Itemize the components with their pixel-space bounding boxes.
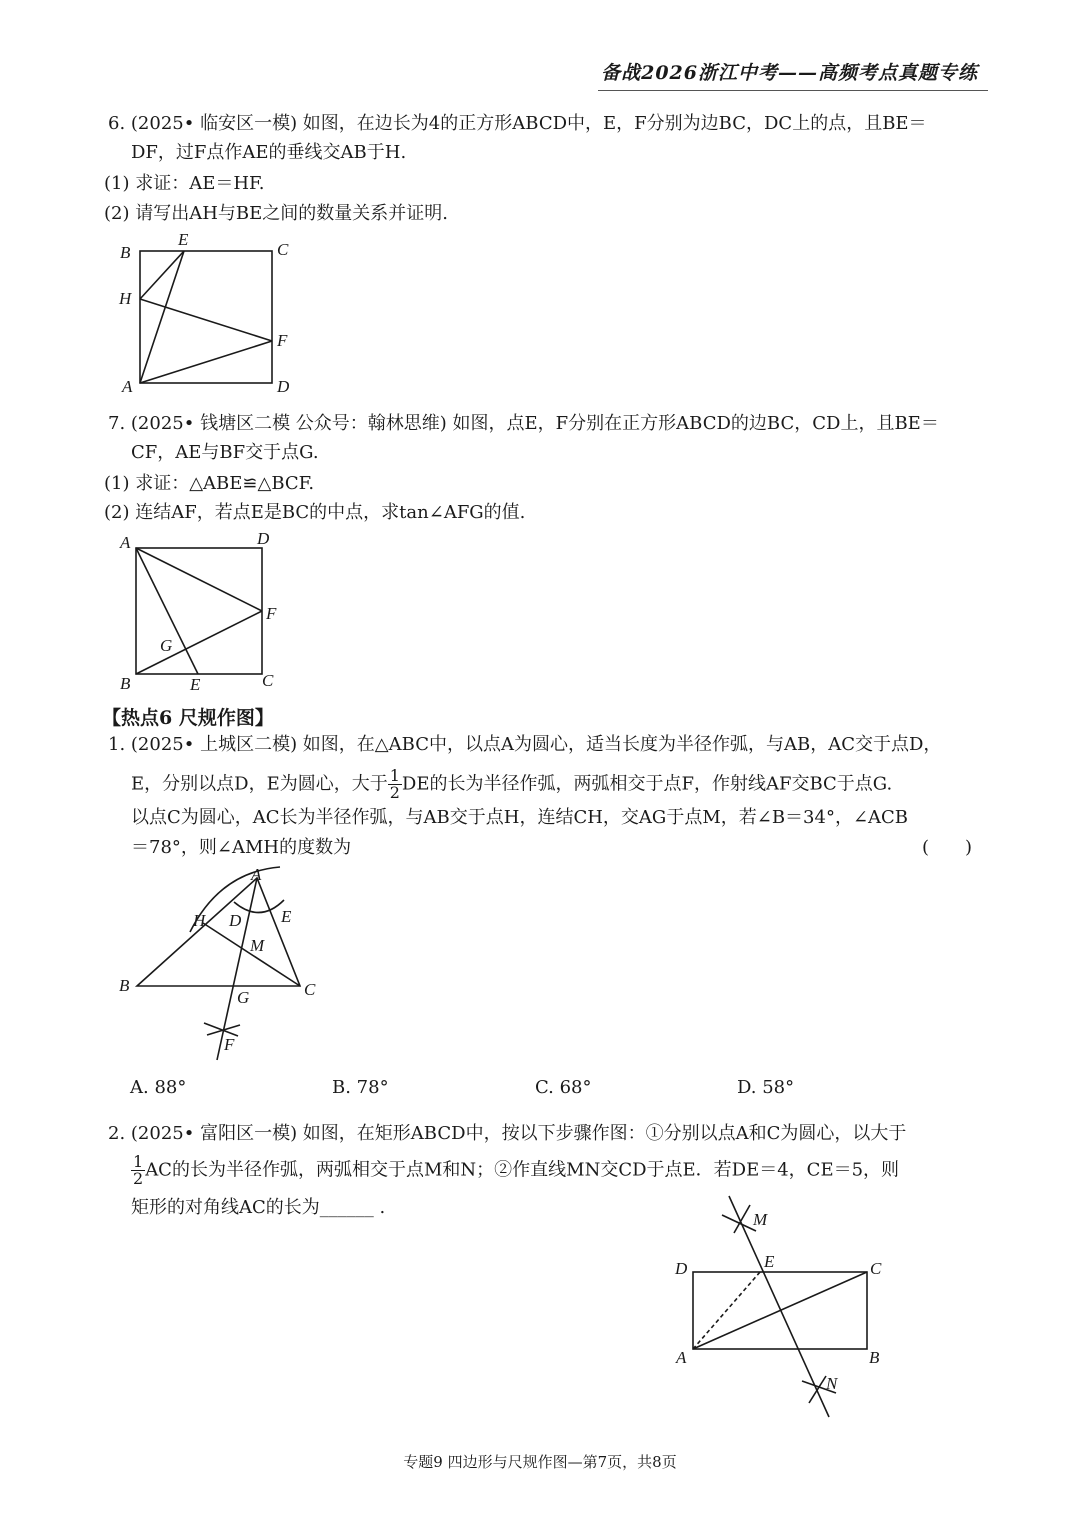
- s1-fraction: [388, 768, 402, 801]
- q7-text-line2: CF，AE与BF交于点G.: [131, 442, 319, 463]
- q6-label-h: H: [119, 289, 132, 308]
- s1-label-b: B: [119, 976, 130, 995]
- q7-part2: (2) 连结AF，若点E是BC的中点，求tan∠AFG的值.: [104, 502, 526, 523]
- q7-label-e: E: [190, 675, 201, 694]
- s1-label-c: C: [304, 980, 316, 999]
- s1-label-d: D: [229, 911, 242, 930]
- q7-label-b: B: [120, 674, 131, 693]
- s2-label-b: B: [869, 1348, 880, 1367]
- s1-text-line2-start: E，分别以点D，E为圆心，大于: [131, 773, 388, 795]
- s1-fraction-numerator: 1: [389, 766, 400, 785]
- q6-figure: [100, 226, 310, 398]
- q6-segment-ae: [140, 251, 184, 383]
- s2-label-m: M: [753, 1210, 768, 1229]
- q6-part1: (1) 求证：AE＝HF.: [104, 173, 265, 194]
- s1-option-a: A. 88°: [130, 1077, 187, 1098]
- q6-label-f: F: [277, 331, 288, 350]
- s1-text-line2-end: DE的长为半径作弧，两弧相交于点F，作射线AF交BC于点G.: [401, 773, 893, 795]
- q6-text-line1: 6. (2025• 临安区一模) 如图，在边长为4的正方形ABCD中，E，F分别为边BC，DC上的点，且BE＝: [108, 113, 927, 134]
- s2-label-d: D: [675, 1259, 688, 1278]
- q6-segment-he: [140, 251, 184, 299]
- s2-text-line3: 矩形的对角线AC的长为______ .: [131, 1197, 386, 1218]
- q6-label-e: E: [178, 230, 189, 249]
- q6-label-a: A: [122, 377, 133, 396]
- section-heading: 【热点6 尺规作图】: [102, 707, 274, 729]
- q7-segment-ae: [136, 548, 198, 674]
- s1-text-line3: 以点C为圆心，AC长为半径作弧，与AB交于点H，连结CH，交AG于点M，若∠B＝34°，∠ACB: [131, 807, 909, 828]
- q7-label-g: G: [160, 636, 173, 655]
- s2-label-n: N: [826, 1374, 838, 1393]
- s2-fraction-denominator: 2: [133, 1169, 144, 1188]
- header-divider: [598, 90, 988, 91]
- s1-answer-paren: ( ): [922, 837, 973, 858]
- q7-text-line1: 7. (2025• 钱塘区二模 公众号：翰林思维) 如图，点E，F分别在正方形ABCD的边BC，CD上，且BE＝: [108, 413, 939, 434]
- s2-label-e: E: [764, 1252, 775, 1271]
- q6-part2: (2) 请写出AH与BE之间的数量关系并证明.: [104, 203, 449, 224]
- s1-label-a: A: [251, 865, 262, 884]
- s1-label-m: M: [250, 936, 265, 955]
- s2-fraction: [131, 1154, 145, 1187]
- s1-arc-de: [234, 900, 284, 913]
- s2-text-line2-end: AC的长为半径作弧，两弧相交于点M和N；②作直线MN交CD于点E．若DE＝4，CE＝5，则: [145, 1159, 900, 1181]
- s1-option-d: D. 58°: [737, 1077, 795, 1098]
- q7-segment-af: [136, 548, 262, 611]
- q6-label-c: C: [277, 240, 289, 259]
- q6-square: [140, 251, 272, 383]
- s2-line-mn: [729, 1196, 829, 1417]
- q7-label-f: F: [266, 604, 277, 623]
- q7-square: [136, 548, 262, 674]
- s2-figure: [664, 1193, 904, 1425]
- s1-fraction-denominator: 2: [389, 783, 400, 802]
- s2-label-c: C: [870, 1259, 882, 1278]
- q6-segment-hf: [140, 299, 272, 341]
- q7-label-a: A: [120, 533, 131, 552]
- s2-fraction-numerator: 1: [133, 1152, 144, 1171]
- q6-segment-af: [140, 341, 272, 383]
- page-header-title: 备战2026浙江中考——高频考点真题专练: [601, 62, 978, 84]
- s1-figure: [110, 862, 340, 1070]
- s2-text-line2: [131, 1154, 899, 1187]
- q6-text-line2: DF，过F点作AE的垂线交AB于H.: [131, 142, 407, 163]
- q6-label-d: D: [277, 377, 290, 396]
- s1-label-g: G: [237, 988, 250, 1007]
- s2-text-line1: 2. (2025• 富阳区一模) 如图，在矩形ABCD中，按以下步骤作图：①分别以点A和C为圆心，以大于: [108, 1123, 907, 1144]
- q7-figure: [100, 526, 300, 696]
- q6-label-b: B: [120, 243, 131, 262]
- s1-text-line2: [131, 768, 892, 801]
- q7-label-d: D: [257, 529, 270, 548]
- q7-part1: (1) 求证：△ABE≌△BCF.: [104, 473, 315, 494]
- q7-label-c: C: [262, 671, 274, 690]
- s1-option-b: B. 78°: [332, 1077, 389, 1098]
- s1-label-e: E: [281, 907, 292, 926]
- s1-text-line1: 1. (2025• 上城区二模) 如图，在△ABC中，以点A为圆心，适当长度为半径作弧，与AB，AC交于点D，: [108, 734, 942, 755]
- s2-label-a: A: [676, 1348, 687, 1367]
- s1-text-line4: ＝78°，则∠AMH的度数为: [131, 837, 352, 858]
- q7-segment-bf: [136, 611, 262, 674]
- s1-label-h: H: [193, 911, 206, 930]
- s1-label-f: F: [224, 1035, 235, 1054]
- s2-dashed-ae: [693, 1272, 760, 1349]
- s2-arc-mark-m2: [734, 1205, 750, 1233]
- s1-option-c: C. 68°: [535, 1077, 592, 1098]
- page-footer: 专题9 四边形与尺规作图—第7页，共8页: [403, 1453, 677, 1471]
